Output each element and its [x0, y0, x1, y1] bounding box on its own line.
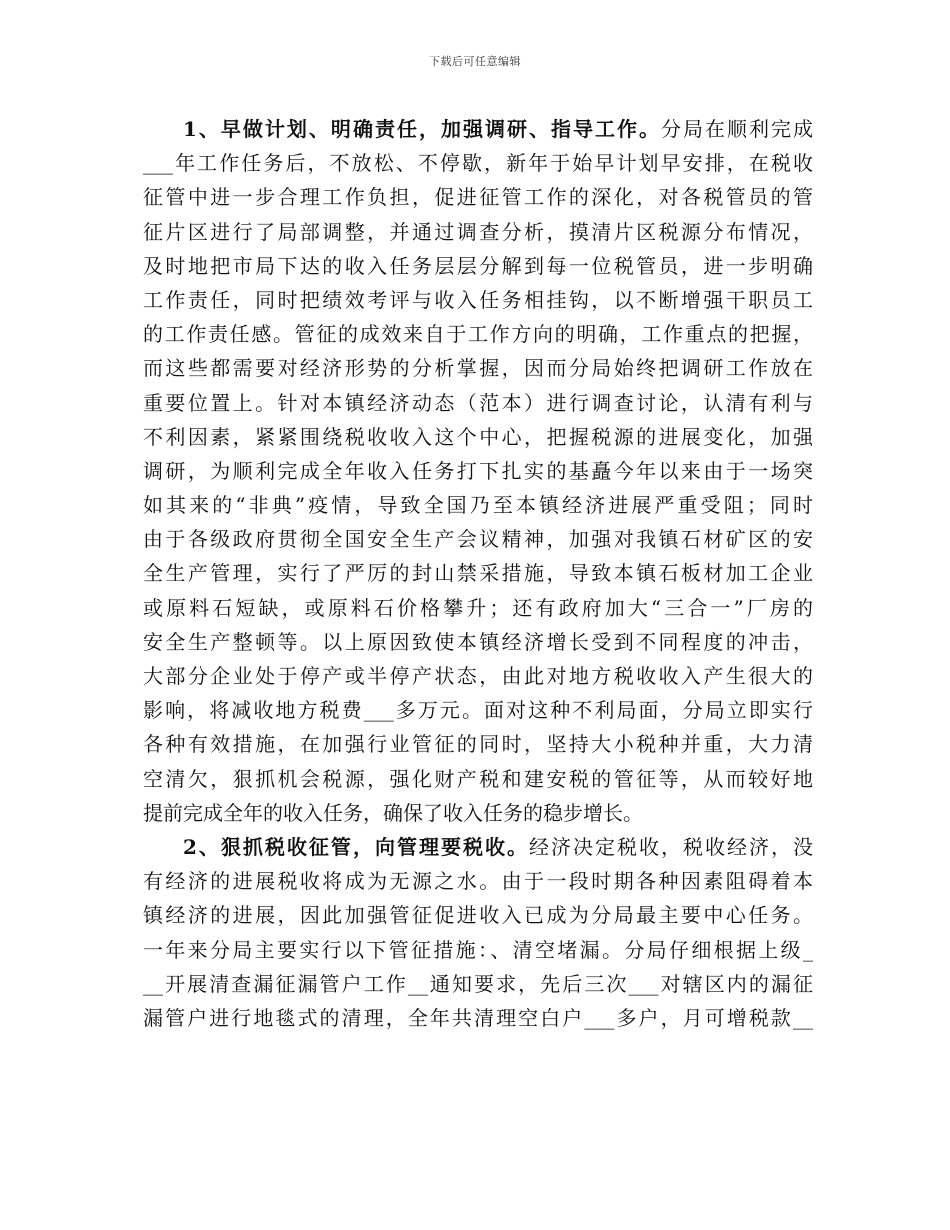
para2-first-line — [143, 830, 813, 864]
para1-line: 或原料石短缺，或原料石价格攀升；还有政府加大“三合一”厂房的 — [143, 595, 813, 620]
para1-line: 而这些都需要对经济形势的分析掌握，因而分局始终把调研工作放在 — [143, 356, 813, 381]
para2-line: 镇经济的进展，因此加强管征促进收入已成为分局最主要中心任务。 — [143, 903, 813, 928]
para2-line: 漏管户进行地毯式的清理，全年共清理空白户___多户，月可增税款__ — [143, 1005, 813, 1030]
para1-first-line-rest: 分局在顺利完成 — [660, 117, 814, 141]
para1-line: 各种有效措施，在加强行业管征的同时，坚持大小税种并重，大力清 — [143, 732, 813, 757]
para1-line: 征片区进行了局部调整，并通过调查分析，摸清片区税源分布情况， — [143, 219, 813, 244]
para2-first-line-rest: 经济决定税收，税收经济，没 — [528, 834, 814, 859]
para1-line: 全生产管理，实行了严厉的封山禁采措施，导致本镇石板材加工企业 — [143, 561, 813, 586]
para1-line: 空清欠，狠抓机会税源，强化财产税和建安税的管征等，从而较好地 — [143, 766, 813, 791]
para2-line: __开展清查漏征漏管户工作__通知要求，先后三次___对辖区内的漏征 — [143, 971, 813, 996]
para1-line: 不利因素，紧紧围绕税收收入这个中心，把握税源的进展变化，加强 — [143, 424, 813, 449]
para2-line: 有经济的进展税收将成为无源之水。由于一段时期各种因素阻碍着本 — [143, 869, 813, 894]
para1-line: 提前完成全年的收入任务，确保了收入任务的稳步增长。 — [143, 800, 643, 825]
para1-line: 如其来的“非典”疫情，导致全国乃至本镇经济进展严重受阻；同时 — [143, 493, 813, 518]
para2-heading: 2、狠抓税收征管，向管理要税收。 — [183, 834, 529, 859]
para1-line: 征管中进一步合理工作负担，促进征管工作的深化，对各税管员的管 — [143, 185, 813, 210]
para1-line: 由于各级政府贯彻全国安全生产会议精神，加强对我镇石材矿区的安 — [143, 527, 813, 552]
para1-line: 安全生产整顿等。以上原因致使本镇经济增长受到不同程度的冲击， — [143, 629, 813, 654]
page-header: 下载后可任意编辑 — [429, 55, 521, 68]
para1-line: 调研，为顺利完成全年收入任务打下扎实的基矗今年以来由于一场突 — [143, 458, 813, 483]
para1-line: 影响，将减收地方税费___多万元。面对这种不利局面，分局立即实行 — [143, 698, 813, 723]
para1-line: 重要位置上。针对本镇经济动态（范本）进行调查讨论，认清有利与 — [143, 390, 813, 415]
para1-heading: 1、早做计划、明确责任，加强调研、指导工作。 — [183, 117, 661, 141]
para1-line: 工作责任，同时把绩效考评与收入任务相挂钩，以不断增强干职员工 — [143, 287, 813, 312]
para1-line: ___年工作任务后，不放松、不停歇，新年于始早计划早安排，在税收 — [143, 151, 813, 176]
para2-line: 一年来分局主要实行以下管征措施：、清空堵漏。分局仔细根据上级_ — [143, 937, 813, 962]
para1-line: 及时地把市局下达的收入任务层层分解到每一位税管员，进一步明确 — [143, 253, 813, 278]
para1-first-line — [143, 112, 813, 146]
para1-line: 大部分企业处于停产或半停产状态，由此对地方税收收入产生很大的 — [143, 664, 813, 688]
para1-line: 的工作责任感。管征的成效来自于工作方向的明确，工作重点的把握， — [143, 322, 813, 347]
document-body — [143, 112, 813, 1035]
